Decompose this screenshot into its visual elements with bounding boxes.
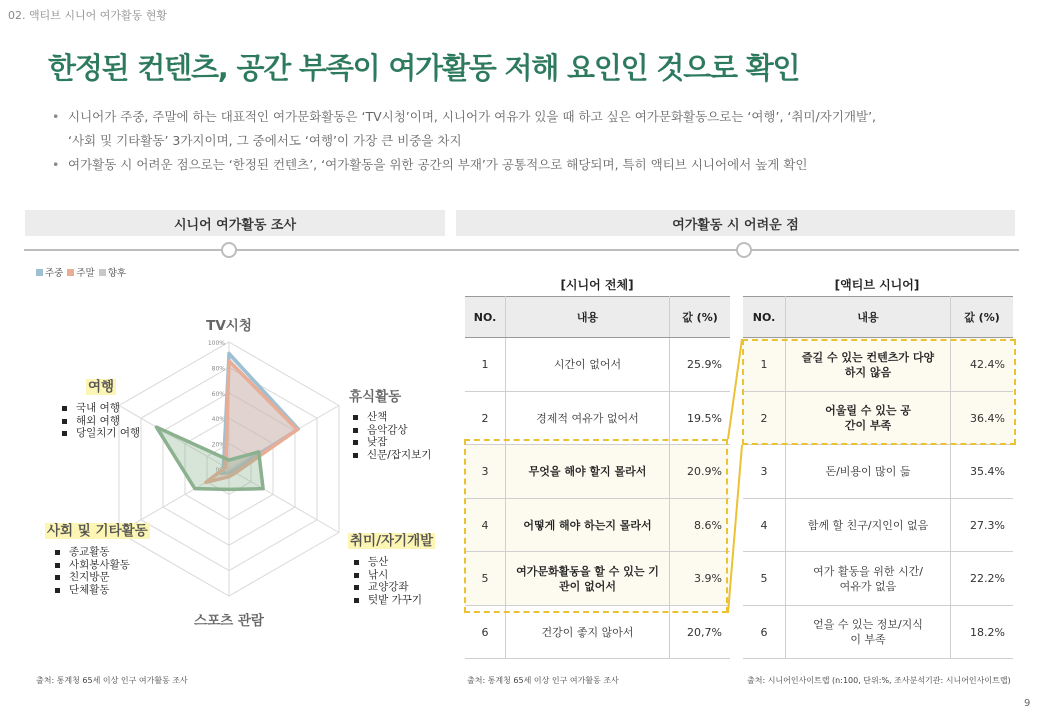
category-travel-title: 여행 bbox=[88, 379, 115, 395]
table-row bbox=[465, 606, 730, 659]
category-social-list bbox=[53, 546, 150, 596]
list-item: 해외 여행 bbox=[60, 415, 140, 428]
row-value: 8.6% bbox=[670, 499, 731, 552]
column-header-value: 값 (%) bbox=[670, 297, 731, 338]
highlight-box-all bbox=[464, 439, 728, 613]
radar-tick-label: 100% bbox=[207, 340, 225, 347]
table-all-title: [시니어 전체] bbox=[560, 278, 634, 292]
category-hobby bbox=[348, 529, 435, 606]
highlight-box-active bbox=[742, 339, 1016, 445]
row-no: 6 bbox=[465, 606, 506, 659]
category-rest bbox=[349, 385, 431, 461]
row-content: 어떻게 해야 하는지 몰라서 bbox=[506, 499, 670, 552]
column-header-content: 내용 bbox=[786, 297, 951, 338]
list-item: 산책 bbox=[351, 411, 431, 424]
table-row bbox=[743, 499, 1013, 552]
row-content: 돈/비용이 많이 듦 bbox=[786, 445, 951, 499]
row-no: 2 bbox=[465, 392, 506, 445]
list-item: 낚시 bbox=[352, 569, 435, 582]
table-row bbox=[465, 392, 730, 445]
radar-tick-label: 20% bbox=[211, 441, 225, 449]
list-item: 국내 여행 bbox=[60, 402, 140, 415]
row-value: 19.5% bbox=[670, 392, 731, 445]
axis-label-tv: TV시청 bbox=[206, 318, 252, 334]
category-rest-list bbox=[351, 411, 431, 461]
legend-item-future: 향후 bbox=[99, 265, 126, 279]
table-row bbox=[743, 445, 1013, 499]
row-value: 25.9% bbox=[670, 338, 731, 392]
row-content: 얻을 수 있는 정보/지식이 부족 bbox=[786, 606, 951, 659]
row-content: 여가문화활동을 할 수 있는 기관이 없어서 bbox=[506, 552, 670, 606]
row-value: 42.4% bbox=[951, 338, 1014, 392]
row-content: 즐길 수 있는 컨텐츠가 다양하지 않음 bbox=[786, 338, 951, 392]
source-note-middle: 출처: 통계청 65세 이상 인구 여가활동 조사 bbox=[467, 676, 619, 685]
category-travel bbox=[76, 375, 141, 440]
row-content: 무엇을 해야 할지 몰라서 bbox=[506, 445, 670, 499]
category-hobby-title: 취미/자기개발 bbox=[350, 533, 434, 549]
category-hobby-list bbox=[352, 556, 435, 606]
row-content: 시간이 없어서 bbox=[506, 338, 670, 392]
row-value: 35.4% bbox=[951, 445, 1014, 499]
row-value: 3.9% bbox=[670, 552, 731, 606]
column-header-content: 내용 bbox=[506, 297, 670, 338]
row-value: 27.3% bbox=[951, 499, 1014, 552]
source-note-right: 출처: 시니어인사이트랩 (n:100, 단위:%, 조사분석기관: 시니어인사이트랩) bbox=[747, 676, 1011, 685]
section-header-right: 여가활동 시 어려운 점 bbox=[456, 210, 1015, 236]
row-value: 18.2% bbox=[951, 606, 1014, 659]
row-content: 경제적 여유가 없어서 bbox=[506, 392, 670, 445]
row-no: 4 bbox=[743, 499, 786, 552]
table-row bbox=[743, 552, 1013, 606]
page-number: 9 bbox=[1024, 698, 1031, 709]
page-title: 한정된 컨텐츠, 공간 부족이 여가활동 저해 요인인 것으로 확인 bbox=[48, 51, 800, 85]
legend-item-weekend: 주말 bbox=[67, 265, 94, 279]
list-item: 친지방문 bbox=[53, 571, 150, 584]
row-no: 3 bbox=[743, 445, 786, 499]
row-value: 36.4% bbox=[951, 392, 1014, 445]
list-item: 등산 bbox=[352, 556, 435, 569]
list-item: 단체활동 bbox=[53, 584, 150, 597]
row-value: 20.9% bbox=[670, 445, 731, 499]
row-content: 여가 활동을 위한 시간/여유가 없음 bbox=[786, 552, 951, 606]
table-header-row bbox=[743, 297, 1013, 338]
column-header-no: NO. bbox=[465, 297, 506, 338]
breadcrumb: 02. 액티브 시니어 여가활동 현황 bbox=[8, 9, 167, 22]
row-content: 건강이 좋지 않아서 bbox=[506, 606, 670, 659]
row-content: 함께 할 친구/지인이 없음 bbox=[786, 499, 951, 552]
source-note-left: 출처: 통계청 65세 이상 인구 여가활동 조사 bbox=[36, 676, 188, 685]
category-rest-title: 휴식활동 bbox=[349, 389, 402, 405]
row-value: 20,7% bbox=[670, 606, 731, 659]
row-no: 4 bbox=[465, 499, 506, 552]
radar-tick-label: 40% bbox=[211, 416, 225, 424]
row-no: 2 bbox=[743, 392, 786, 445]
list-item: 낮잠 bbox=[351, 436, 431, 449]
row-no: 3 bbox=[465, 445, 506, 499]
legend-item-weekday: 주중 bbox=[36, 265, 63, 279]
radar-tick-label: 80% bbox=[211, 365, 225, 373]
table-row bbox=[465, 338, 730, 392]
category-social-title: 사회 및 기타활동 bbox=[47, 523, 148, 539]
row-no: 1 bbox=[743, 338, 786, 392]
category-social bbox=[45, 519, 150, 596]
list-item: 사회봉사활동 bbox=[53, 559, 150, 572]
list-item: 교양강좌 bbox=[352, 581, 435, 594]
list-item: 종교활동 bbox=[53, 546, 150, 559]
row-no: 5 bbox=[743, 552, 786, 606]
table-row bbox=[743, 606, 1013, 659]
table-header-row bbox=[465, 297, 730, 338]
radar-tick-label: 60% bbox=[211, 390, 225, 398]
category-travel-list bbox=[60, 402, 140, 440]
bullet-1-line-2: ‘사회 및 기타활동’ 3가지이며, 그 중에서도 ‘여행’이 가장 큰 비중을 차지 bbox=[68, 133, 462, 148]
bullet-1-line-1: 시니어가 주중, 주말에 하는 대표적인 여가문화활동은 ‘TV시청’이며, 시니어가 여유가 있을 때 하고 싶은 여가문화활동으로는 ‘여행’, ‘취미/자기개발’, bbox=[68, 109, 877, 124]
axis-label-sports: 스포츠 관람 bbox=[194, 613, 264, 629]
list-item: 음악감상 bbox=[351, 424, 431, 437]
list-item: 당일치기 여행 bbox=[60, 427, 140, 440]
table-active-title: [액티브 시니어] bbox=[834, 278, 920, 292]
section-header-left: 시니어 여가활동 조사 bbox=[25, 210, 445, 236]
bullet-2: • 여가활동 시 어려운 점으로는 ‘한정된 컨텐츠’, ‘여가활동을 위한 공간의 부재’가 공통적으로 해당되며, 특히 액티브 시니어에서 높게 확인 bbox=[48, 153, 1018, 177]
radar-tick-label: 0% bbox=[215, 467, 225, 474]
row-no: 5 bbox=[465, 552, 506, 606]
column-header-value: 값 (%) bbox=[951, 297, 1014, 338]
column-header-no: NO. bbox=[743, 297, 786, 338]
row-no: 6 bbox=[743, 606, 786, 659]
list-item: 신문/잡지보기 bbox=[351, 449, 431, 462]
row-value: 22.2% bbox=[951, 552, 1014, 606]
row-no: 1 bbox=[465, 338, 506, 392]
list-item: 텃밭 가꾸기 bbox=[352, 594, 435, 607]
row-content: 어울릴 수 있는 공간이 부족 bbox=[786, 392, 951, 445]
